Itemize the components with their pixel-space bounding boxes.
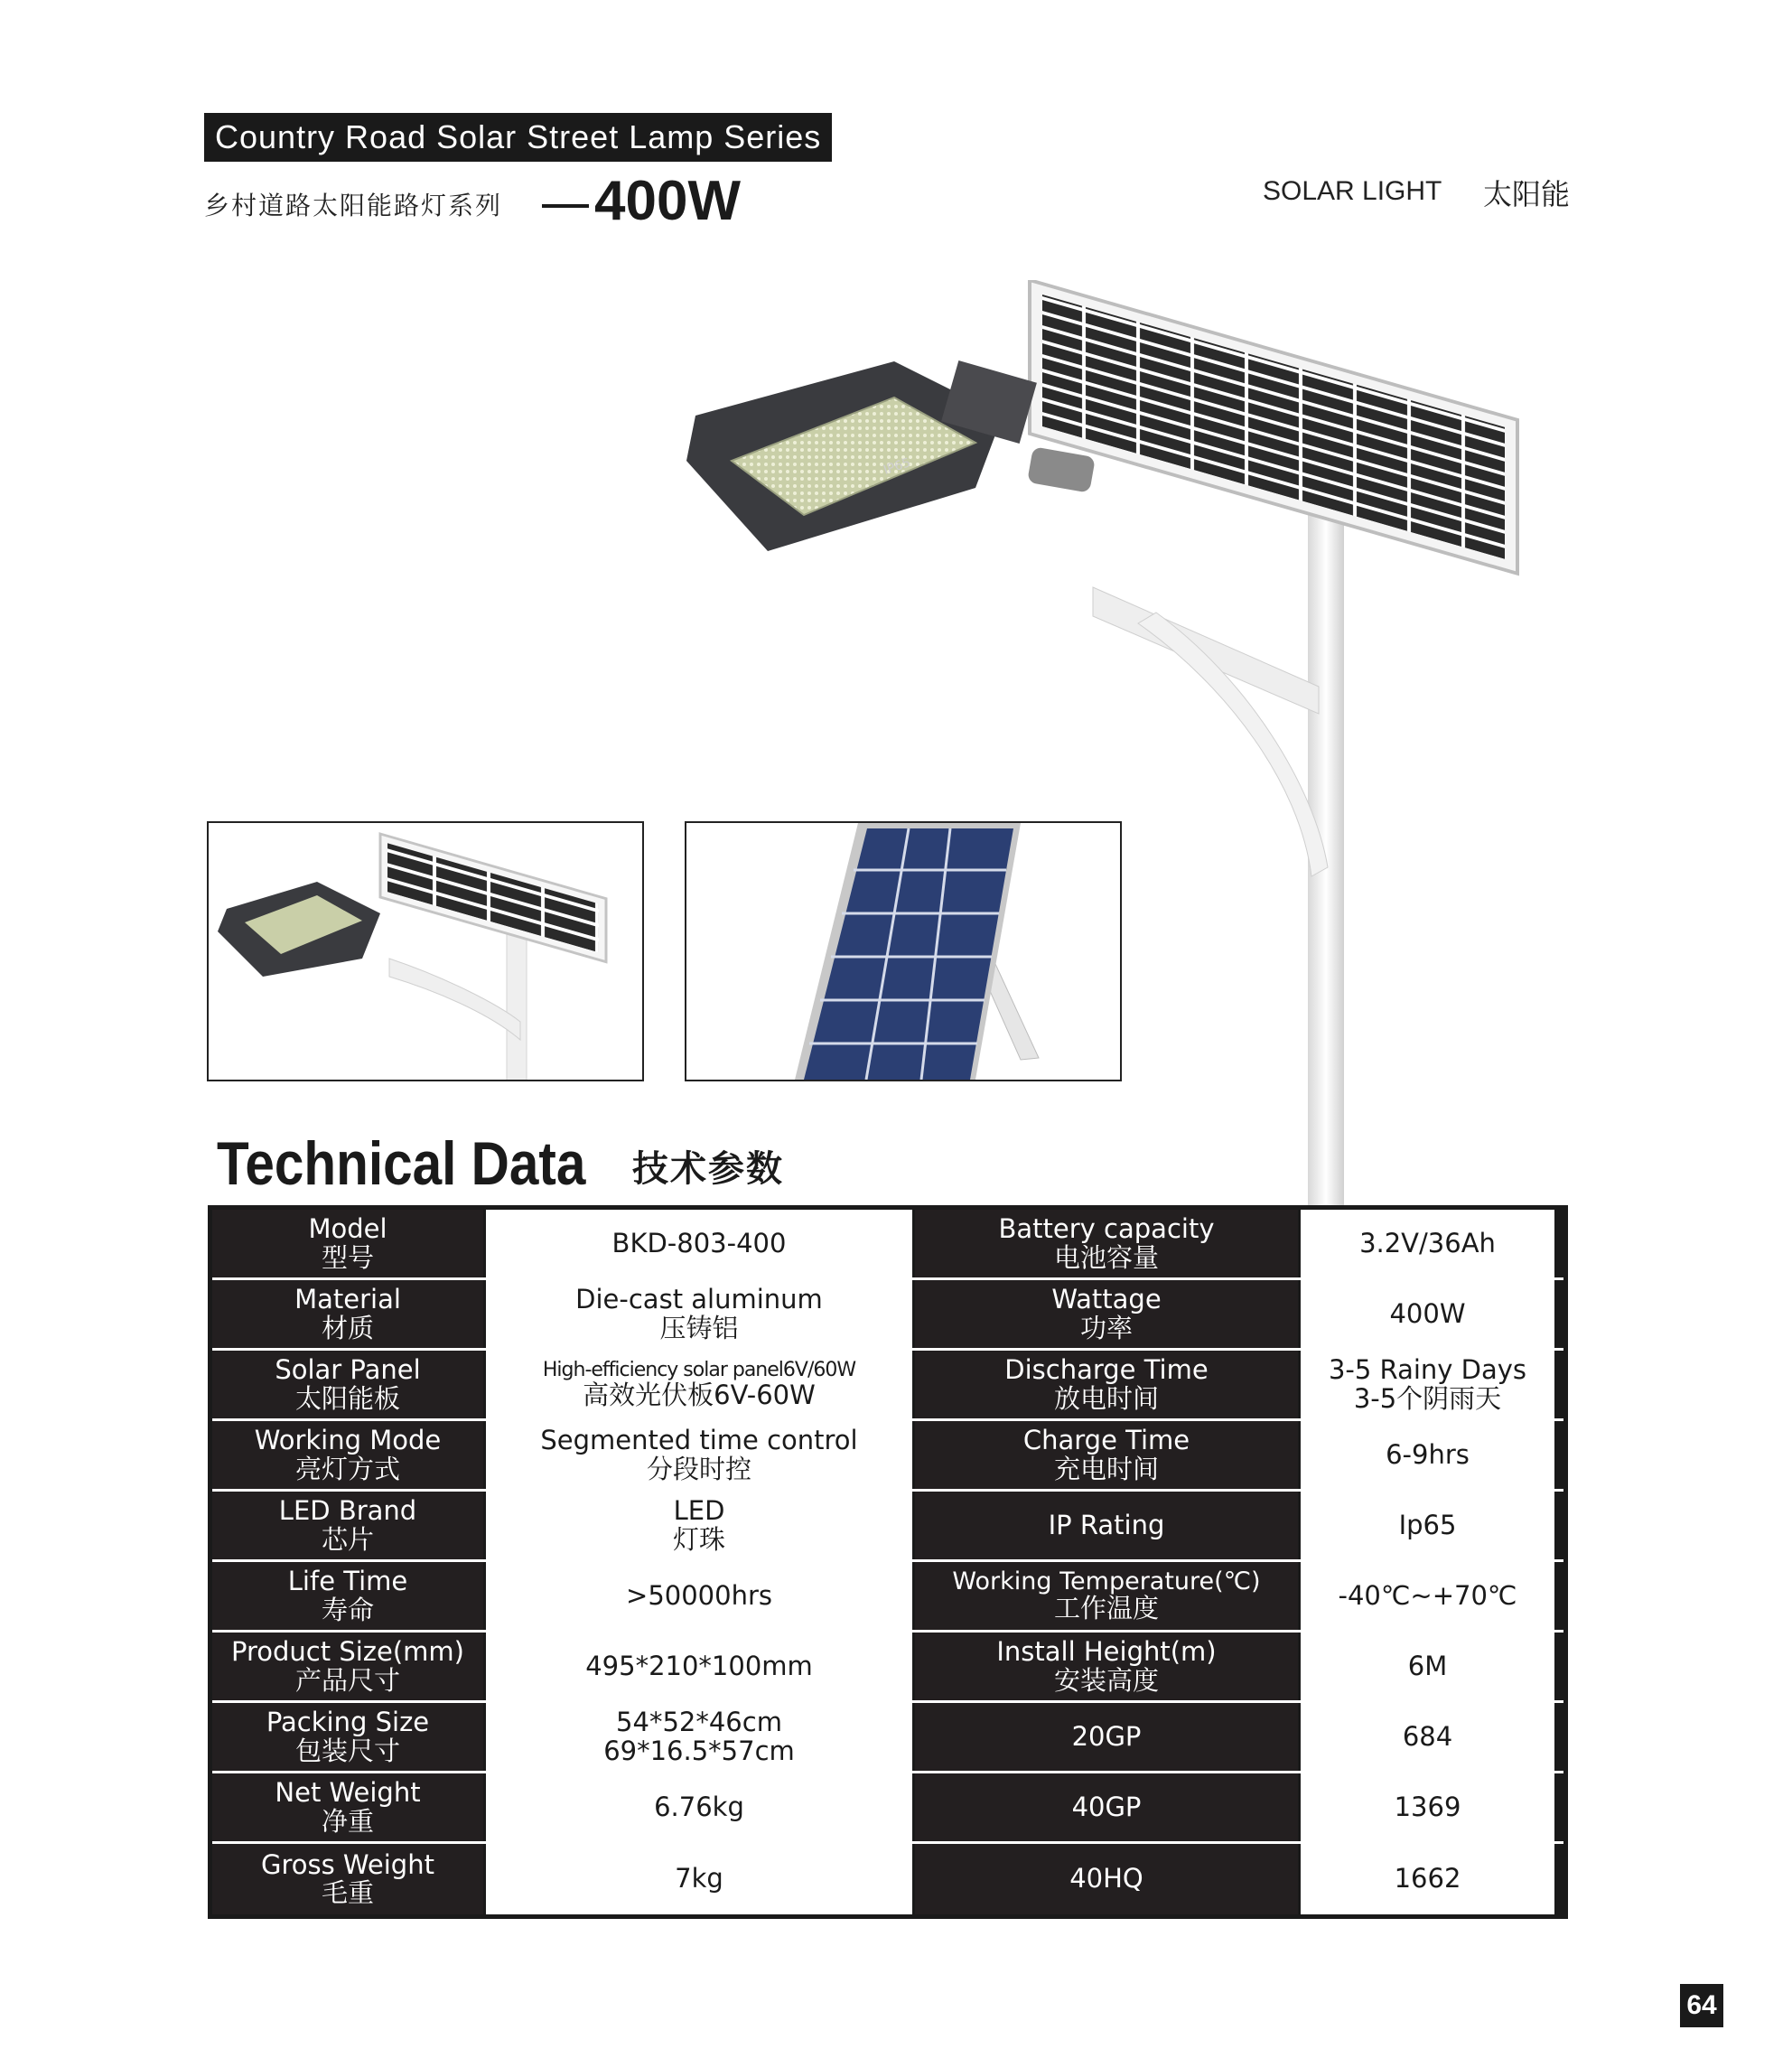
- technical-data-title-cn: 技术参数: [632, 1148, 784, 1190]
- spec-label: Working Mode 亮灯方式: [212, 1421, 483, 1489]
- spec-label: 40GP: [915, 1773, 1298, 1841]
- spec-label: Install Height(m) 安装高度: [915, 1633, 1298, 1700]
- spec-value: Die-cast aluminum 压铸铝: [483, 1280, 915, 1348]
- spec-label: Packing Size 包装尺寸: [212, 1703, 483, 1771]
- spec-label: Net Weight 净重: [212, 1773, 483, 1841]
- spec-value: 6.76kg: [483, 1773, 915, 1841]
- spec-row: [212, 1492, 1563, 1562]
- power-rating: 400W: [594, 170, 741, 232]
- spec-row: [212, 1633, 1563, 1703]
- spec-value: LED 灯珠: [483, 1492, 915, 1559]
- lamp-head: [686, 360, 1096, 551]
- spec-label: Life Time 寿命: [212, 1562, 483, 1630]
- spec-row: [212, 1421, 1563, 1492]
- lamp-arm: [1093, 587, 1319, 714]
- spec-label: Working Temperature(℃) 工作温度: [915, 1562, 1298, 1630]
- spec-label: Material 材质: [212, 1280, 483, 1348]
- spec-label: IP Rating: [915, 1492, 1298, 1559]
- spec-row: [212, 1844, 1563, 1914]
- spec-label: Gross Weight 毛重: [212, 1844, 483, 1914]
- spec-value: 6M: [1298, 1633, 1554, 1700]
- series-title: Country Road Solar Street Lamp Series: [204, 113, 832, 162]
- thumbnail-solar-panel-image: [686, 823, 1120, 1080]
- spec-value: High-efficiency solar panel6V/60W 高效光伏板6V-60W: [483, 1351, 915, 1418]
- thumbnail-solar-panel: [685, 821, 1122, 1081]
- spec-row: [212, 1351, 1563, 1421]
- spec-label: LED Brand 芯片: [212, 1492, 483, 1559]
- thumbnail-product: [207, 821, 644, 1081]
- spec-value: 495*210*100mm: [483, 1633, 915, 1700]
- spec-value: 684: [1298, 1703, 1554, 1771]
- spec-row: [212, 1562, 1563, 1633]
- spec-value: 1369: [1298, 1773, 1554, 1841]
- spec-label: Model 型号: [212, 1210, 483, 1277]
- spec-value: 400W: [1298, 1280, 1554, 1348]
- technical-data-title: Technical Data: [217, 1129, 586, 1198]
- spec-label: Solar Panel 太阳能板: [212, 1351, 483, 1418]
- thumbnail-product-image: [209, 823, 642, 1080]
- spec-row: [212, 1210, 1563, 1280]
- spec-value: 3-5 Rainy Days 3-5个阴雨天: [1298, 1351, 1554, 1418]
- spec-row: [212, 1280, 1563, 1351]
- spec-label: Discharge Time 放电时间: [915, 1351, 1298, 1418]
- led-badge: IP65: [882, 455, 913, 478]
- spec-label: Wattage 功率: [915, 1280, 1298, 1348]
- spec-value: BKD-803-400: [483, 1210, 915, 1277]
- spec-value: 1662: [1298, 1844, 1554, 1914]
- spec-label: Charge Time 充电时间: [915, 1421, 1298, 1489]
- series-subtitle: 乡村道路太阳能路灯系列: [204, 191, 503, 220]
- spec-label: 20GP: [915, 1703, 1298, 1771]
- spec-value: -40℃~+70℃: [1298, 1562, 1554, 1630]
- spec-value: Segmented time control 分段时控: [483, 1421, 915, 1489]
- spec-value: 7kg: [483, 1844, 915, 1914]
- spec-table: [208, 1205, 1568, 1919]
- category-label-en: SOLAR LIGHT: [1263, 176, 1442, 206]
- spec-label: Product Size(mm) 产品尺寸: [212, 1633, 483, 1700]
- spec-value: 3.2V/36Ah: [1298, 1210, 1554, 1277]
- title-dash: [542, 204, 589, 208]
- spec-label: Battery capacity 电池容量: [915, 1210, 1298, 1277]
- spec-value: >50000hrs: [483, 1562, 915, 1630]
- spec-label: 40HQ: [915, 1844, 1298, 1914]
- spec-row: [212, 1703, 1563, 1773]
- spec-value: Ip65: [1298, 1492, 1554, 1559]
- spec-value: 6-9hrs: [1298, 1421, 1554, 1489]
- solar-panel: [1030, 280, 1517, 574]
- spec-row: [212, 1773, 1563, 1844]
- spec-value: 54*52*46cm 69*16.5*57cm: [483, 1703, 915, 1771]
- category-label-cn: 太阳能: [1483, 177, 1571, 211]
- page-number: 64: [1680, 1984, 1723, 2027]
